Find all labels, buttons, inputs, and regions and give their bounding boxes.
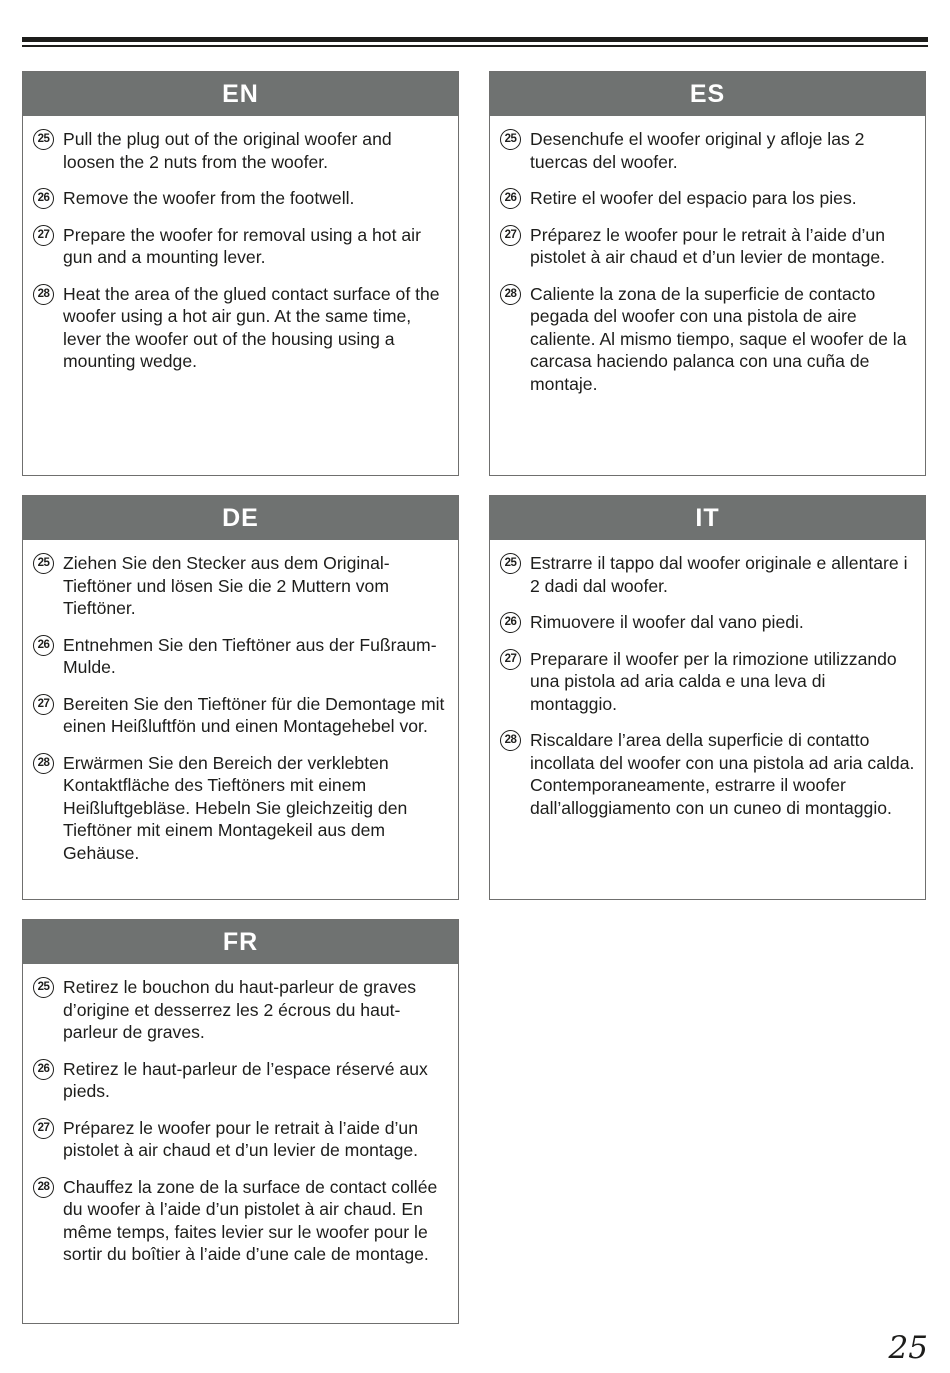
step-item: [33, 187, 448, 210]
step-number-badge: 28: [33, 284, 54, 305]
step-list: [490, 540, 925, 819]
step-item: [500, 283, 915, 396]
step-item: [33, 128, 448, 173]
step-number-badge: 25: [500, 129, 521, 150]
step-number-badge: 27: [33, 694, 54, 715]
step-number-badge: 25: [500, 553, 521, 574]
step-number-badge: 25: [33, 553, 54, 574]
header-rule-thick: [22, 37, 928, 42]
step-list: [23, 540, 458, 864]
step-text: Bereiten Sie den Tieftöner für die Demontage mit einen Heißluftfön und einen Montagehebel vor.: [63, 693, 445, 736]
step-item: [500, 224, 915, 269]
section-it: [489, 495, 926, 900]
step-number-badge: 26: [33, 188, 54, 209]
step-text: Desenchufe el woofer original y afloje las 2 tuercas del woofer.: [530, 129, 865, 172]
step-number-badge: 28: [500, 284, 521, 305]
section-title: DE: [23, 496, 458, 540]
step-text: Ziehen Sie den Stecker aus dem Original-Tieftöner und lösen Sie die 2 Muttern vom Tieftöner.: [63, 553, 390, 618]
step-number-badge: 25: [33, 977, 54, 998]
step-text: Caliente la zona de la superficie de contacto pegada del woofer con una pistola de aire caliente. Al mismo tiempo, saque el woofer de la carcasa haciendo palanca con una cuña de montaje.: [530, 283, 907, 394]
step-number-badge: 27: [33, 225, 54, 246]
step-item: [500, 611, 915, 634]
step-item: [33, 224, 448, 269]
step-number-badge: 26: [33, 635, 54, 656]
step-item: [500, 648, 915, 716]
section-title: ES: [490, 72, 925, 116]
step-list: [490, 116, 925, 395]
step-text: Preparare il woofer per la rimozione utilizzando una pistola ad aria calda e una leva di montaggio.: [530, 648, 897, 714]
section-fr: [22, 919, 459, 1324]
section-de: [22, 495, 459, 900]
step-item: [33, 752, 448, 865]
step-text: Entnehmen Sie den Tieftöner aus der Fußraum-Mulde.: [63, 634, 437, 677]
step-number-badge: 26: [500, 188, 521, 209]
step-item: [33, 1117, 448, 1162]
step-list: [23, 964, 458, 1266]
step-item: [33, 1176, 448, 1266]
step-item: [33, 283, 448, 373]
step-text: Pull the plug out of the original woofer and loosen the 2 nuts from the woofer.: [63, 129, 392, 172]
header-rule-thin: [22, 45, 928, 47]
step-text: Retirez le haut-parleur de l’espace réservé aux pieds.: [63, 1058, 428, 1101]
step-item: [500, 552, 915, 597]
step-text: Préparez le woofer pour le retrait à l’aide d’un pistolet à air chaud et d’un levier de montage.: [63, 1117, 419, 1160]
step-number-badge: 25: [33, 129, 54, 150]
step-text: Riscaldare l’area della superficie di contatto incollata del woofer con una pistola ad aria calda. Contemporaneamente, estrarre il woofer dall’alloggiamento con un cuneo di montaggio.: [530, 730, 915, 818]
step-number-badge: 28: [33, 753, 54, 774]
step-number-badge: 28: [500, 730, 521, 751]
step-item: [500, 128, 915, 173]
step-text: Remove the woofer from the footwell.: [63, 188, 355, 208]
step-number-badge: 27: [500, 225, 521, 246]
step-text: Estrarre il tappo dal woofer originale e allentare i 2 dadi dal woofer.: [530, 553, 908, 596]
section-title: EN: [23, 72, 458, 116]
page-number: 25: [888, 1330, 928, 1366]
step-text: Chauffez la zone de la surface de contact collée du woofer à l’aide d’un pistolet à air chaud. En même temps, faites levier sur le woofer pour le sortir du boîtier à l’aide d’une cale de montage.: [63, 1176, 438, 1264]
step-text: Erwärmen Sie den Bereich der verklebten Kontaktfläche des Tieftöners mit einem Heißluftgebläse. Hebeln Sie gleichzeitig den Tieftöner mit einem Montagekeil aus dem Gehäuse.: [63, 752, 408, 863]
step-list: [23, 116, 458, 373]
step-item: [500, 729, 915, 819]
step-number-badge: 27: [33, 1118, 54, 1139]
step-number-badge: 28: [33, 1177, 54, 1198]
step-item: [33, 1058, 448, 1103]
step-item: [33, 634, 448, 679]
step-item: [33, 693, 448, 738]
section-en: [22, 71, 459, 476]
step-item: [500, 187, 915, 210]
step-number-badge: 26: [500, 612, 521, 633]
step-item: [33, 976, 448, 1044]
step-text: Prepare the woofer for removal using a hot air gun and a mounting lever.: [63, 224, 421, 267]
section-title: FR: [23, 920, 458, 964]
step-number-badge: 26: [33, 1059, 54, 1080]
step-item: [33, 552, 448, 620]
step-text: Rimuovere il woofer dal vano piedi.: [530, 612, 804, 632]
section-es: [489, 71, 926, 476]
step-text: Heat the area of the glued contact surface of the woofer using a hot air gun. At the same time, lever the woofer out of the housing using a mounting wedge.: [63, 283, 440, 371]
section-title: IT: [490, 496, 925, 540]
step-number-badge: 27: [500, 649, 521, 670]
step-text: Retire el woofer del espacio para los pies.: [530, 188, 857, 208]
step-text: Retirez le bouchon du haut-parleur de graves d’origine et desserrez les 2 écrous du haut-parleur de graves.: [63, 977, 417, 1042]
step-text: Préparez le woofer pour le retrait à l’aide d’un pistolet à air chaud et d’un levier de montage.: [530, 224, 886, 267]
